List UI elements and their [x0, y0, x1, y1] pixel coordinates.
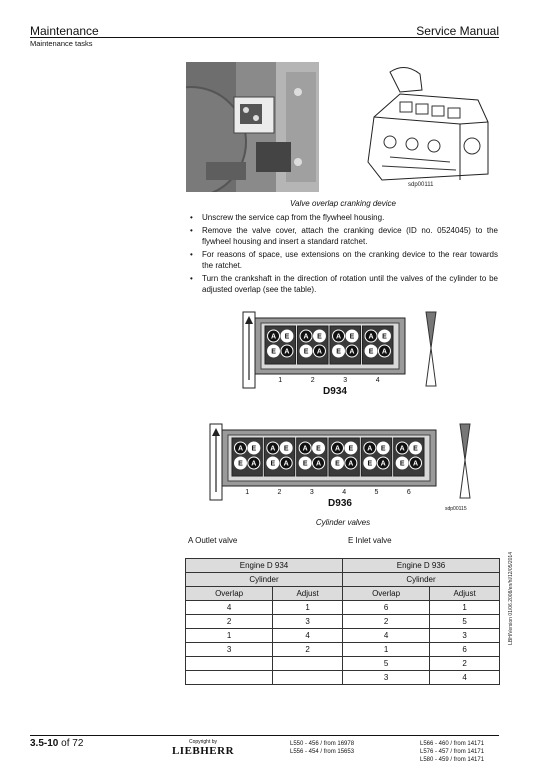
svg-text:E: E	[283, 445, 289, 453]
svg-text:E: E	[367, 460, 373, 468]
instruction-item: • Remove the valve cover, attach the cranking device (ID no. 0524045) to the flywheel housing and insert a standard ratchet.	[190, 225, 498, 247]
models-col-1	[290, 740, 354, 756]
outlet-valve-marker	[345, 457, 357, 469]
outlet-valve-marker	[396, 442, 408, 454]
outlet-valve-marker	[234, 442, 246, 454]
adjust-col-header: Adjust	[430, 587, 500, 601]
svg-text:A: A	[315, 460, 322, 468]
model-line: L580 - 459 / from 14171	[420, 757, 485, 763]
svg-text:E: E	[399, 460, 405, 468]
svg-text:A: A	[302, 445, 308, 453]
svg-text:E: E	[251, 445, 257, 453]
svg-text:A: A	[270, 445, 276, 453]
outlet-valve-marker	[346, 345, 358, 357]
table-cell	[273, 671, 343, 685]
table-row	[186, 601, 500, 615]
outlet-valve-marker	[268, 330, 280, 342]
instruction-list	[190, 212, 498, 297]
outlet-valve-marker	[410, 457, 422, 469]
inlet-valve-marker	[248, 442, 260, 454]
outlet-valve-marker	[378, 345, 390, 357]
inlet-valve-marker	[378, 330, 390, 342]
inlet-valve-marker	[396, 457, 408, 469]
svg-text:E: E	[270, 460, 276, 468]
cylinder-number-label: 3	[343, 377, 348, 384]
inlet-valve-marker	[331, 457, 343, 469]
svg-text:A: A	[381, 348, 387, 356]
table-cell	[186, 657, 273, 671]
svg-text:E: E	[336, 348, 341, 356]
fan-blade-top	[460, 424, 470, 460]
table-cell	[273, 657, 343, 671]
table-cell: 4	[342, 629, 429, 643]
svg-text:A: A	[271, 333, 277, 341]
outlet-valve-marker	[267, 442, 279, 454]
instruction-item: • For reasons of space, use extensions on the cranking device to the rear towards the ratchet.	[190, 249, 498, 271]
models-col-2	[420, 740, 484, 764]
inlet-valve-marker	[268, 345, 280, 357]
table-cell: 1	[342, 643, 429, 657]
table-cell: 1	[430, 601, 500, 615]
table-cell: 4	[430, 671, 500, 685]
table-row	[186, 671, 500, 685]
table-cell: 4	[273, 629, 343, 643]
cylinder-number-label: 6	[406, 489, 411, 496]
outlet-valve-marker	[377, 457, 389, 469]
outlet-valve-marker	[300, 330, 312, 342]
photo-code: sdp00111	[408, 182, 434, 188]
cylinder-number-label: 5	[374, 489, 379, 496]
table-cell: 1	[186, 629, 273, 643]
page-subtitle: Maintenance tasks	[30, 39, 93, 48]
svg-text:A: A	[349, 348, 355, 356]
outlet-valve-marker	[299, 442, 311, 454]
cylinder-header: Cylinder	[186, 573, 343, 587]
inlet-valve-marker	[346, 330, 358, 342]
cylinder-number-label: 4	[375, 377, 380, 384]
outlet-valve-marker	[313, 345, 325, 357]
model-line: L576 - 457 / from 14171	[420, 749, 485, 755]
figure1-caption: Valve overlap cranking device	[290, 199, 396, 208]
table-cell: 3	[273, 615, 343, 629]
overlap-col-header: Overlap	[342, 587, 429, 601]
fan-blade-top	[426, 312, 436, 348]
svg-text:E: E	[382, 333, 387, 341]
svg-text:E: E	[413, 445, 418, 453]
table-cell	[186, 671, 273, 685]
svg-text:A: A	[380, 460, 386, 468]
inlet-valve-marker	[267, 457, 279, 469]
legend-outlet: A Outlet valve	[188, 536, 238, 545]
svg-text:A: A	[367, 445, 373, 453]
inlet-valve-marker	[280, 442, 292, 454]
fan-blade-bottom	[460, 460, 470, 498]
flywheel-photo	[186, 62, 319, 192]
manual-title: Service Manual	[416, 24, 499, 38]
cylinder-number-label: 1	[245, 489, 250, 496]
d936-label: D936	[328, 498, 352, 509]
inlet-valve-marker	[345, 442, 357, 454]
cylinder-number-label: 4	[342, 489, 347, 496]
inlet-valve-marker	[365, 345, 377, 357]
svg-text:E: E	[335, 460, 340, 468]
inlet-valve-marker	[377, 442, 389, 454]
adjust-col-header: Adjust	[273, 587, 343, 601]
svg-text:E: E	[380, 445, 386, 453]
inlet-valve-marker	[300, 345, 312, 357]
table-cell: 6	[430, 643, 500, 657]
table-cell: 6	[342, 601, 429, 615]
page-number	[30, 738, 83, 749]
brand-logo: LIEBHERR	[171, 745, 235, 757]
legend-inlet: E Inlet valve	[348, 536, 392, 545]
svg-text:E: E	[302, 460, 308, 468]
inlet-valve-marker	[364, 457, 376, 469]
footer-divider	[30, 735, 499, 736]
table-cell: 2	[342, 615, 429, 629]
table-cell: 4	[186, 601, 273, 615]
table-cell: 3	[186, 643, 273, 657]
model-line: L566 - 460 / from 14171	[420, 741, 485, 747]
svg-text:E: E	[368, 348, 374, 356]
table-cell: 3	[342, 671, 429, 685]
svg-text:E: E	[317, 333, 322, 341]
table-cell: 2	[186, 615, 273, 629]
svg-text:A: A	[399, 445, 405, 453]
outlet-valve-marker	[331, 442, 343, 454]
cylinder-number-label: 3	[309, 489, 314, 496]
inlet-valve-marker	[234, 457, 246, 469]
model-line: L556 - 454 / from 15653	[290, 749, 355, 755]
table-row	[186, 629, 500, 643]
cylinder-header: Cylinder	[342, 573, 499, 587]
svg-text:E: E	[348, 445, 354, 453]
model-line: L550 - 456 / from 16978	[290, 741, 355, 747]
svg-text:A: A	[336, 333, 342, 341]
svg-text:A: A	[251, 460, 257, 468]
svg-text:E: E	[284, 333, 290, 341]
svg-text:E: E	[238, 460, 243, 468]
copyright-text: Copyright by	[188, 739, 218, 745]
page-number-current: 3.5-10	[30, 738, 59, 749]
table-row	[186, 643, 500, 657]
cylinder-head-drawing	[360, 62, 500, 192]
header-divider	[30, 37, 499, 38]
inlet-valve-marker	[313, 442, 325, 454]
svg-text:E: E	[271, 348, 276, 356]
cylinder-number-label: 2	[310, 377, 315, 384]
cylinder-number-label: 2	[277, 489, 282, 496]
instruction-item: • Turn the crankshaft in the direction of rotation until the valves of the cylinder to be adjusted overlap (see the table).	[190, 273, 498, 295]
inlet-valve-marker	[410, 442, 422, 454]
engine-d936-header: Engine D 936	[342, 559, 499, 573]
d936-code: sdp00115	[445, 506, 467, 512]
svg-text:E: E	[349, 333, 355, 341]
overlap-col-header: Overlap	[186, 587, 273, 601]
copyright-block	[168, 739, 238, 757]
svg-text:A: A	[348, 460, 354, 468]
inlet-valve-marker	[313, 330, 325, 342]
outlet-valve-marker	[281, 345, 293, 357]
inlet-valve-marker	[299, 457, 311, 469]
cylinder-number-label: 1	[278, 377, 283, 384]
svg-text:A: A	[237, 445, 244, 453]
header-left	[30, 24, 99, 48]
svg-text:A: A	[334, 445, 341, 453]
svg-text:A: A	[368, 333, 374, 341]
svg-text:A: A	[412, 460, 419, 468]
outlet-valve-marker	[365, 330, 377, 342]
outlet-valve-marker	[248, 457, 260, 469]
table-cell: 2	[273, 643, 343, 657]
inlet-valve-marker	[333, 345, 345, 357]
table-cell: 5	[430, 615, 500, 629]
inlet-valve-marker	[281, 330, 293, 342]
svg-text:E: E	[316, 445, 321, 453]
outlet-valve-marker	[280, 457, 292, 469]
version-side-text: LBH/Version 01/06.2008/en/hl/12/05/2014	[508, 552, 514, 645]
figure2-caption: Cylinder valves	[315, 518, 371, 527]
svg-text:A: A	[316, 348, 322, 356]
page-title: Maintenance	[30, 24, 99, 38]
table-cell: 5	[342, 657, 429, 671]
table-row	[186, 657, 500, 671]
outlet-valve-marker	[364, 442, 376, 454]
d934-label: D934	[323, 386, 347, 397]
fan-blade-bottom	[426, 348, 436, 386]
outlet-valve-marker	[333, 330, 345, 342]
d934-diagram	[241, 310, 441, 390]
svg-text:A: A	[284, 348, 290, 356]
outlet-valve-marker	[313, 457, 325, 469]
instruction-item: • Unscrew the service cap from the flywheel housing.	[190, 212, 498, 223]
overlap-table	[185, 558, 500, 685]
d936-diagram	[208, 422, 478, 502]
table-cell: 3	[430, 629, 500, 643]
page-number-total: of 72	[58, 738, 84, 749]
svg-text:E: E	[303, 348, 309, 356]
table-row	[186, 615, 500, 629]
svg-text:A: A	[303, 333, 309, 341]
table-cell: 2	[430, 657, 500, 671]
engine-d934-header: Engine D 934	[186, 559, 343, 573]
table-cell: 1	[273, 601, 343, 615]
svg-text:A: A	[283, 460, 289, 468]
